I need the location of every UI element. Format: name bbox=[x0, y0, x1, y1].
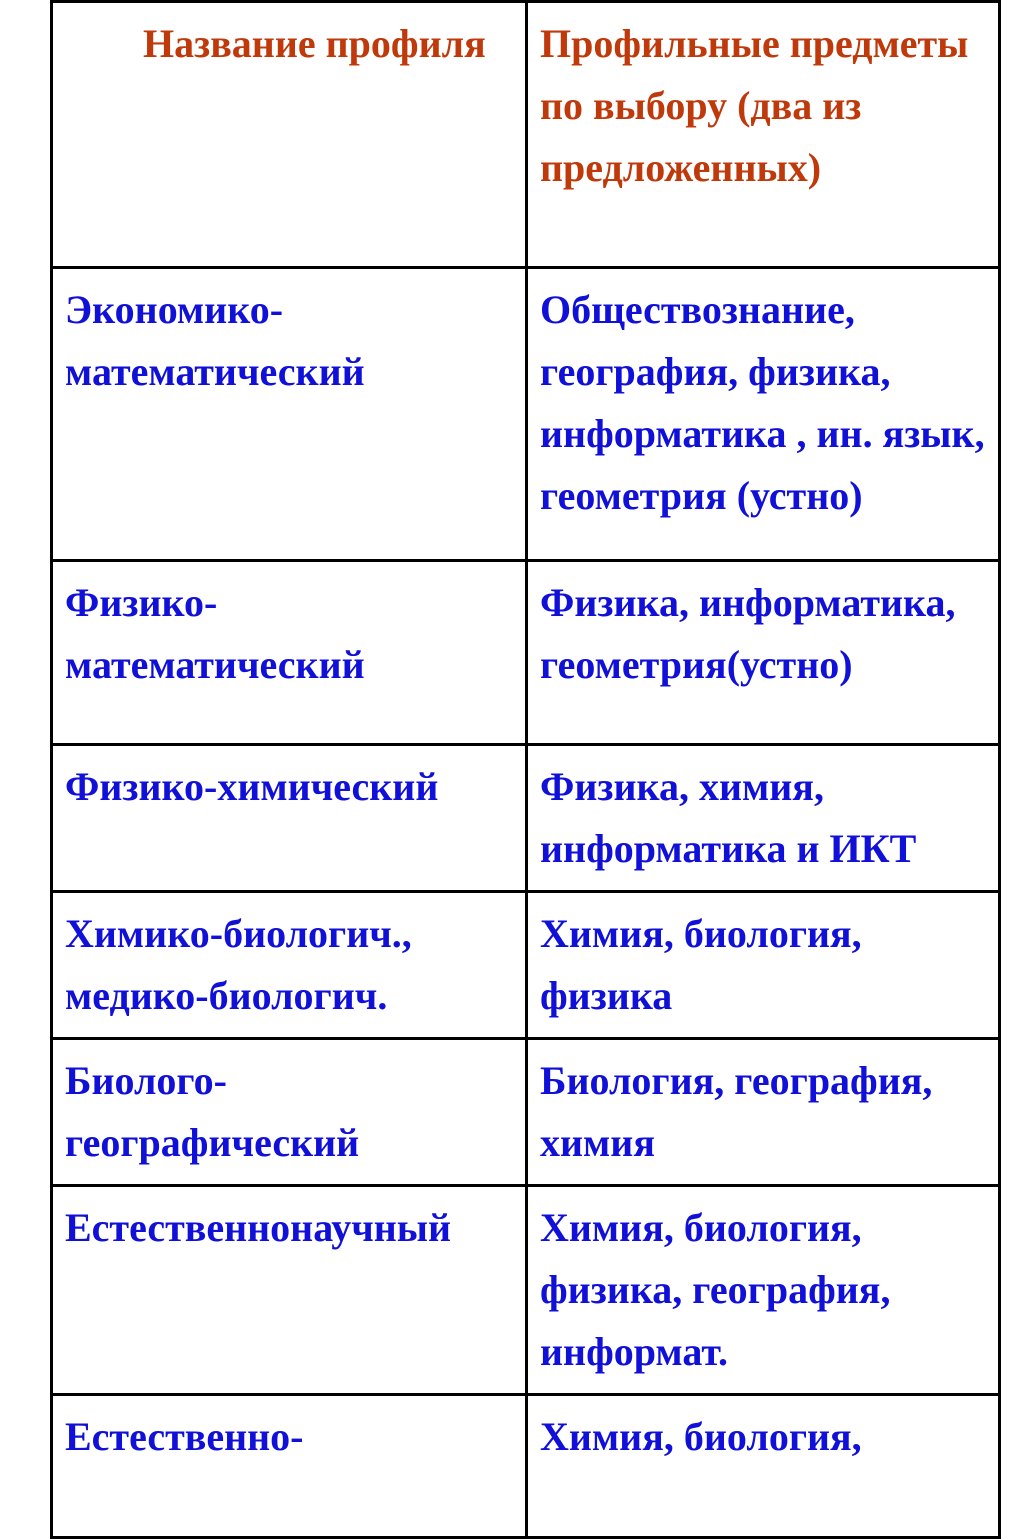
profiles-table bbox=[50, 0, 1001, 1539]
profile-name-cell bbox=[52, 1039, 527, 1186]
profile-subjects-cell bbox=[527, 1395, 1000, 1538]
profile-name-cell bbox=[52, 1186, 527, 1395]
profile-name-cell bbox=[52, 892, 527, 1039]
profile-name: Естественнонаучный bbox=[65, 1205, 452, 1250]
table-row bbox=[52, 745, 1000, 892]
profile-subjects: Биология, география, химия bbox=[540, 1058, 933, 1165]
profiles-table-container bbox=[50, 0, 998, 1539]
profile-subjects: Физика, информатика, геометрия(устно) bbox=[540, 580, 956, 687]
profile-subjects-cell bbox=[527, 745, 1000, 892]
profile-name-cell bbox=[52, 268, 527, 561]
profile-name: Экономико-математический bbox=[65, 287, 365, 394]
table-row bbox=[52, 1186, 1000, 1395]
profile-subjects: Химия, биология, физика, география, информат. bbox=[540, 1205, 891, 1374]
profile-name: Естественно- bbox=[65, 1414, 304, 1459]
profile-name: Химико-биологич., медико-биологич. bbox=[65, 911, 412, 1018]
profile-name-cell bbox=[52, 745, 527, 892]
profile-subjects: Химия, биология, физика bbox=[540, 911, 862, 1018]
table-row bbox=[52, 561, 1000, 745]
profile-subjects-cell bbox=[527, 268, 1000, 561]
profile-subjects: Химия, биология, bbox=[540, 1414, 862, 1459]
table-row bbox=[52, 892, 1000, 1039]
header-row bbox=[52, 2, 1000, 268]
profile-subjects: Физика, химия, информатика и ИКТ bbox=[540, 764, 917, 871]
header-col1-text: Название профиля bbox=[143, 21, 486, 66]
table-row bbox=[52, 268, 1000, 561]
profile-subjects-cell bbox=[527, 892, 1000, 1039]
profile-name: Биолого-географический bbox=[65, 1058, 360, 1165]
profile-name-cell bbox=[52, 561, 527, 745]
header-profile-subjects bbox=[527, 2, 1000, 268]
profile-subjects-cell bbox=[527, 561, 1000, 745]
table-row bbox=[52, 1395, 1000, 1538]
profile-name: Физико-математический bbox=[65, 580, 365, 687]
profile-subjects-cell bbox=[527, 1039, 1000, 1186]
profile-name: Физико-химический bbox=[65, 764, 439, 809]
profile-subjects: Обществознание, география, физика, информатика , ин. язык, геометрия (устно) bbox=[540, 287, 985, 518]
header-profile-name bbox=[52, 2, 527, 268]
table-row bbox=[52, 1039, 1000, 1186]
profile-name-cell bbox=[52, 1395, 527, 1538]
profile-subjects-cell bbox=[527, 1186, 1000, 1395]
header-col2-text: Профильные предметы по выбору (два из предложенных) bbox=[540, 21, 969, 190]
